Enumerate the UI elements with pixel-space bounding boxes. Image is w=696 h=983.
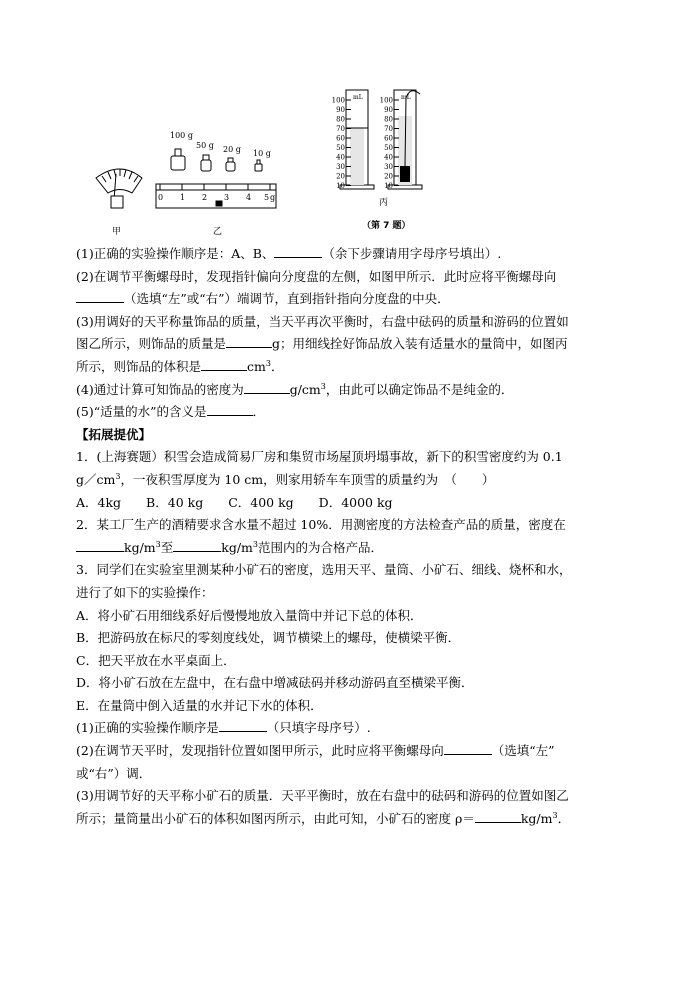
experiment-figure bbox=[80, 78, 620, 238]
e3-q3-line2: 所示；量筒量出小矿石的体积如图丙所示，由此可知，小矿石的密度 $\rho= kg/m^3$． bbox=[76, 808, 624, 831]
svg-text:g: g bbox=[270, 193, 276, 202]
figure-drawing bbox=[80, 78, 620, 238]
balance-dial-icon bbox=[96, 169, 142, 208]
answer-blank bbox=[219, 717, 267, 732]
label-yi: 乙 bbox=[213, 227, 223, 237]
question-text bbox=[76, 243, 624, 830]
cylinder-left-scale bbox=[332, 97, 351, 191]
cylinder-scale-label: 100 bbox=[379, 96, 393, 105]
answer-blank bbox=[173, 537, 221, 552]
e3-step-e: E．在量筒中倒入适量的水并记下水的体积． bbox=[76, 697, 323, 713]
cylinder-scale-label: 90 bbox=[384, 106, 393, 114]
q3-line1: (3)用调好的天平称量饰品的质量，当天平再次平衡时，右盘中砝码的质量和游码的位置如 bbox=[76, 313, 569, 329]
label-bing: 丙 bbox=[379, 198, 389, 208]
cylinder-scale-label: 40 bbox=[384, 153, 393, 162]
cylinder-scale-label: 10 bbox=[336, 182, 345, 190]
unit-label: mL bbox=[401, 94, 411, 101]
cylinder-scale-label: 20 bbox=[384, 172, 393, 181]
answer-blank bbox=[244, 379, 290, 394]
q4-line: (4)通过计算可知饰品的密度为 $g/cm^3$，由此可以确定饰品不是纯金的． bbox=[76, 379, 624, 402]
q1-line: (1)正确的实验操作顺序是：A、B、 （余下步骤请用字母序号填出）. bbox=[76, 243, 624, 266]
cylinder-scale-label: 10 bbox=[384, 182, 393, 190]
cylinder-scale-label: 90 bbox=[336, 106, 345, 114]
e3-q1: (1)正确的实验操作顺序是 （只填字母序号）. bbox=[76, 717, 624, 740]
cylinder-scale-label: 60 bbox=[384, 134, 393, 143]
cylinder-scale-label: 80 bbox=[384, 115, 393, 124]
svg-text:1: 1 bbox=[180, 193, 186, 202]
slider-ruler bbox=[156, 184, 276, 208]
answer-blank bbox=[76, 537, 124, 552]
weight-label: 20 g bbox=[223, 145, 241, 154]
svg-text:4: 4 bbox=[246, 193, 252, 202]
cylinder-scale-label: 70 bbox=[336, 125, 345, 133]
cylinder-scale-label: 80 bbox=[336, 115, 345, 124]
weight-50g-icon bbox=[201, 155, 211, 171]
label-jia: 甲 bbox=[112, 227, 122, 237]
weight-label: 50 g bbox=[196, 141, 214, 150]
q5-line: (5)“适量的水”的含义是 ． bbox=[76, 401, 624, 424]
e2-line1: 2．某工厂生产的酒精要求含水量不超过 10%．用测密度的方法检查产品的质量，密度在 bbox=[76, 517, 566, 533]
e1-options: A．4kg B．40 kg C．400 kg D．4000 kg bbox=[76, 494, 393, 510]
cylinder-scale-label: 20 bbox=[336, 172, 345, 181]
cylinder-scale-label: 60 bbox=[336, 134, 345, 143]
q2-line2: （选填“左”或“右”）端调节，直到指针指向分度盘的中央． bbox=[76, 288, 624, 311]
answer-blank bbox=[226, 333, 272, 348]
cylinder-scale-label: 50 bbox=[384, 144, 393, 152]
e3-line1: 3．同学们在实验室里测某种小矿石的密度，选用天平、量筒、小矿石、细线、烧杯和水， bbox=[76, 562, 572, 578]
svg-text:3: 3 bbox=[224, 193, 230, 202]
cylinder-scale-label: 30 bbox=[336, 163, 345, 171]
e3-step-a: A．将小矿石用细线系好后慢慢地放入量筒中并记下总的体积． bbox=[76, 607, 423, 623]
e3-q2-line1: (2)在调节天平时，发现指针位置如图甲所示，此时应将平衡螺母向 （选填“左” bbox=[76, 740, 624, 763]
cylinder-right-scale bbox=[380, 97, 399, 191]
answer-blank bbox=[207, 401, 253, 416]
weight-20g-icon bbox=[226, 158, 235, 171]
cylinder-scale-label: 100 bbox=[331, 96, 345, 105]
e1-line1: 1．(上海赛题）积雪会造成简易厂房和集贸市场屋顶坍塌事故，新下的积雪密度约为 0.1 bbox=[76, 449, 563, 465]
section-heading: 【拓展提优】 bbox=[76, 426, 152, 442]
q3-line2: 图乙所示，则饰品的质量是 g；用细线拴好饰品放入装有适量水的量筒中，如图丙 bbox=[76, 333, 624, 356]
svg-text:5: 5 bbox=[264, 193, 270, 202]
e1-line2: $g/cm^3$，一夜积雪厚度为 10 cm，则家用轿车车顶雪的质量约为 （ ） bbox=[76, 471, 495, 487]
unit-label: mL bbox=[353, 94, 363, 101]
cylinder-scale-label: 70 bbox=[384, 125, 393, 133]
e3-q2-line2: 或“右”）调． bbox=[76, 765, 152, 781]
weight-10g-icon bbox=[255, 160, 262, 171]
cylinder-scale-label: 50 bbox=[336, 144, 345, 152]
e3-line2: 进行了如下的实验操作： bbox=[76, 584, 214, 600]
cylinder-scale-label: 30 bbox=[384, 163, 393, 171]
e3-q3-line1: (3)用调节好的天平称小矿石的质量．天平平衡时，放在右盘中的砝码和游码的位置如图乙 bbox=[76, 788, 569, 804]
answer-blank bbox=[475, 808, 521, 823]
q3-line3: 所示，则饰品的体积是 $cm^3$． bbox=[76, 356, 624, 379]
weight-label: 10 g bbox=[253, 149, 271, 158]
answer-blank bbox=[201, 356, 247, 371]
e3-step-b: B．把游码放在标尺的零刻度线处，调节横梁上的螺母，使横梁平衡． bbox=[76, 630, 461, 646]
answer-blank bbox=[274, 243, 322, 258]
figure-caption: （第 7 题） bbox=[362, 221, 411, 231]
e3-step-c: C．把天平放在水平桌面上． bbox=[76, 652, 236, 668]
weight-label: 100 g bbox=[170, 131, 193, 140]
svg-text:0: 0 bbox=[158, 193, 164, 202]
e3-step-d: D．将小矿石放在左盘中，在右盘中增减砝码并移动游码直至横梁平衡． bbox=[76, 675, 474, 691]
weight-100g-icon bbox=[171, 149, 185, 170]
cylinder-right-icon bbox=[388, 90, 422, 189]
answer-blank bbox=[444, 740, 492, 755]
svg-text:2: 2 bbox=[202, 193, 208, 202]
cylinder-left-icon bbox=[340, 90, 374, 189]
answer-blank bbox=[76, 288, 124, 303]
cylinder-scale-label: 40 bbox=[336, 153, 345, 162]
e2-line2: $kg/m^3$至 $kg/m^3$范围内的为合格产品． bbox=[76, 537, 624, 560]
q2-line1: (2)在调节平衡螺母时，发现指针偏向分度盘的左侧，如图甲所示．此时应将平衡螺母向 bbox=[76, 268, 557, 284]
